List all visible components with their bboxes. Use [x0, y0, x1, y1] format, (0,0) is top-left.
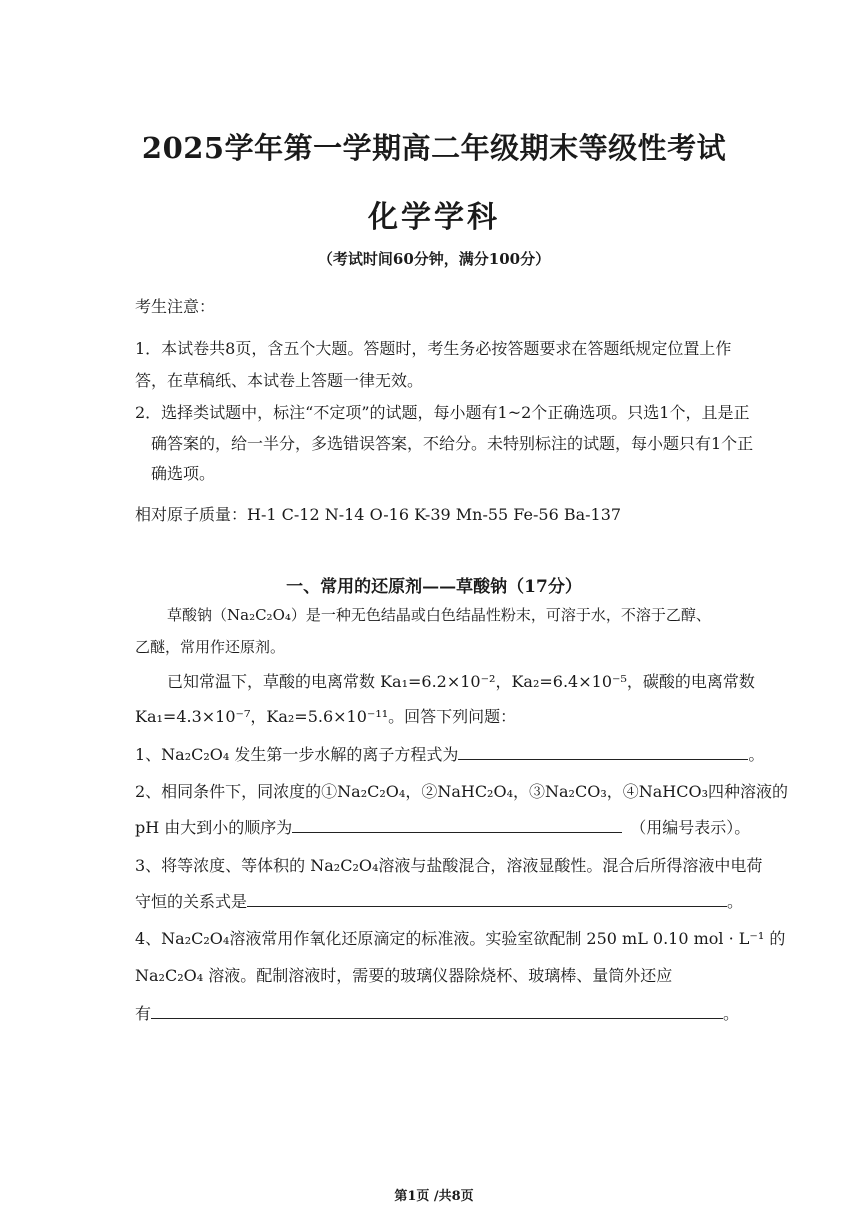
- answer-blank-1[interactable]: [458, 745, 748, 760]
- question-3-text: 守恒的关系式是: [135, 892, 248, 911]
- time-note: （考试时间60分钟，满分100分）: [317, 250, 551, 268]
- section1-title: 一、常用的还原剂——草酸钠（17分）: [286, 577, 582, 597]
- question-2-line2: [135, 815, 750, 838]
- question-2-line1: 2、相同条件下，同浓度的①Na₂C₂O₄，②NaHC₂O₄，③Na₂CO₃，④NaHCO₃四种溶液的: [135, 782, 788, 801]
- question-3-end: 。: [727, 892, 744, 911]
- section1-known-line2: Ka₁=4.3×10⁻⁷，Ka₂=5.6×10⁻¹¹。回答下列问题：: [135, 707, 517, 726]
- answer-blank-2[interactable]: [292, 818, 622, 833]
- notice-heading: 考生注意：: [135, 297, 216, 316]
- notice-item2-line1: 2．选择类试题中，标注“不定项”的试题，每小题有1~2个正确选项。只选1个，且是正: [135, 403, 750, 422]
- answer-blank-3[interactable]: [247, 892, 727, 907]
- question-3-line2: [135, 889, 743, 912]
- notice-item2-line2: 确答案的，给一半分，多选错误答案，不给分。未特别标注的试题，每小题只有1个正: [151, 434, 754, 453]
- notice-item2-line3: 确选项。: [151, 464, 216, 483]
- atomic-mass-line: 相对原子质量：H-1 C-12 N-14 O-16 K-39 Mn-55 Fe-56 Ba-137: [135, 505, 622, 524]
- question-1-end: 。: [748, 745, 765, 764]
- section1-intro-line2: 乙醚，常用作还原剂。: [135, 638, 286, 656]
- question-4-line2: Na₂C₂O₄ 溶液。配制溶液时，需要的玻璃仪器除烧杯、玻璃棒、量筒外还应: [135, 966, 673, 985]
- question-4-line3: [135, 1001, 739, 1024]
- question-4-end: 。: [723, 1004, 740, 1023]
- subject-title: 化学学科: [368, 200, 500, 235]
- question-3-line1: 3、将等浓度、等体积的 Na₂C₂O₄溶液与盐酸混合，溶液显酸性。混合后所得溶液中电荷: [135, 856, 763, 875]
- page-number: 第1页 /共8页: [394, 1189, 474, 1204]
- question-1: [135, 742, 764, 765]
- question-1-text: 1、Na₂C₂O₄ 发生第一步水解的离子方程式为: [135, 745, 459, 764]
- notice-item1-line1: 1．本试卷共8页，含五个大题。答题时，考生务必按答题要求在答题纸规定位置上作: [135, 339, 732, 358]
- question-2-end: （用编号表示）。: [630, 818, 751, 837]
- exam-title: 2025学年第一学期高二年级期末等级性考试: [141, 131, 727, 165]
- section1-intro-line1: 草酸钠（Na₂C₂O₄）是一种无色结晶或白色结晶性粉末，可溶于水，不溶于乙醇、: [167, 606, 711, 624]
- notice-item1-line2: 答，在草稿纸、本试卷上答题一律无效。: [135, 371, 424, 390]
- section1-known-line1: 已知常温下，草酸的电离常数 Ka₁=6.2×10⁻²，Ka₂=6.4×10⁻⁵，碳酸的电离常数: [167, 672, 755, 691]
- question-4-text: 有: [135, 1004, 152, 1023]
- question-4-line1: 4、Na₂C₂O₄溶液常用作氧化还原滴定的标准液。实验室欲配制 250 mL 0.10 mol · L⁻¹ 的: [135, 929, 786, 948]
- answer-blank-4[interactable]: [151, 1004, 723, 1019]
- question-2-text: pH 由大到小的顺序为: [135, 818, 293, 837]
